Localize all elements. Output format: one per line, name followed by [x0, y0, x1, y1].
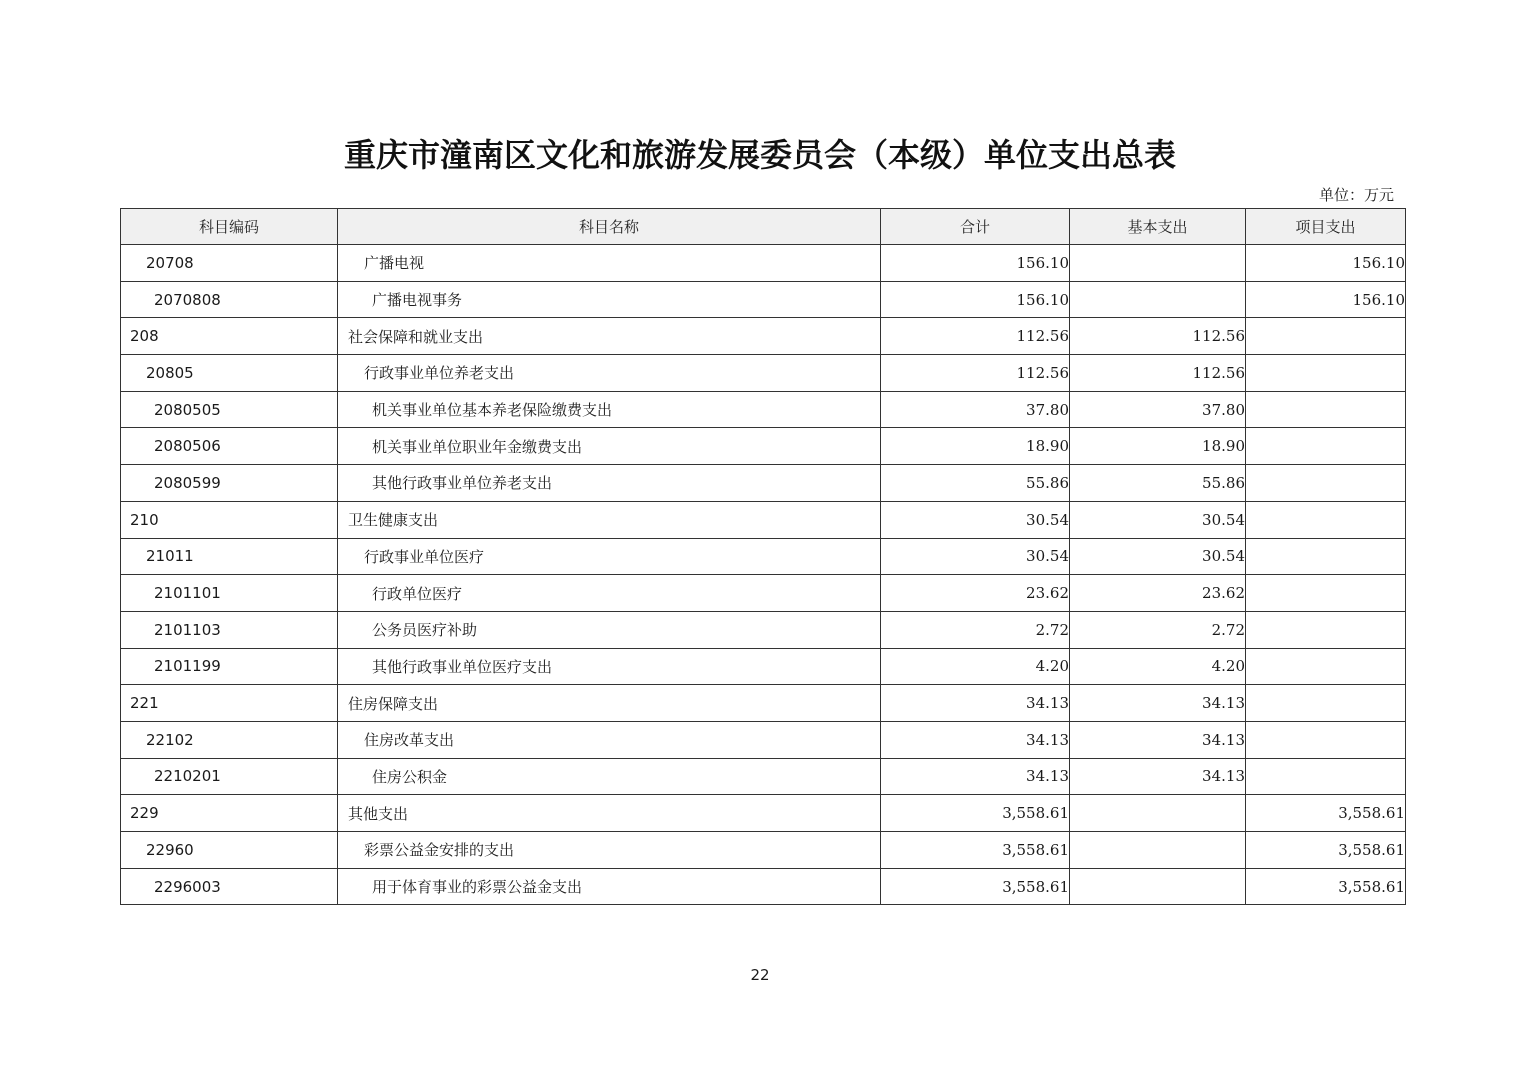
cell-subject-name: 公务员医疗补助 — [338, 611, 881, 648]
cell-subject-code: 2101199 — [121, 648, 338, 685]
cell-total: 3,558.61 — [881, 832, 1070, 869]
header-project-expenditure: 项目支出 — [1246, 209, 1406, 245]
cell-subject-code: 20805 — [121, 355, 338, 392]
cell-project-expenditure — [1246, 685, 1406, 722]
cell-subject-code: 22960 — [121, 832, 338, 869]
cell-basic-expenditure — [1070, 832, 1246, 869]
table-row — [121, 355, 1406, 392]
header-subject-code: 科目编码 — [121, 209, 338, 245]
cell-subject-name: 住房保障支出 — [338, 685, 881, 722]
cell-total: 112.56 — [881, 318, 1070, 355]
cell-subject-code: 2080506 — [121, 428, 338, 465]
table-row — [121, 758, 1406, 795]
cell-subject-code: 2296003 — [121, 868, 338, 905]
table-row — [121, 318, 1406, 355]
cell-project-expenditure — [1246, 758, 1406, 795]
table-row — [121, 501, 1406, 538]
cell-project-expenditure: 156.10 — [1246, 281, 1406, 318]
cell-total: 112.56 — [881, 355, 1070, 392]
table-row — [121, 721, 1406, 758]
cell-project-expenditure — [1246, 391, 1406, 428]
cell-total: 34.13 — [881, 721, 1070, 758]
cell-total: 18.90 — [881, 428, 1070, 465]
header-basic-expenditure: 基本支出 — [1070, 209, 1246, 245]
cell-project-expenditure: 3,558.61 — [1246, 795, 1406, 832]
cell-subject-name: 机关事业单位基本养老保险缴费支出 — [338, 391, 881, 428]
cell-subject-name: 行政事业单位养老支出 — [338, 355, 881, 392]
cell-subject-code: 208 — [121, 318, 338, 355]
cell-basic-expenditure: 34.13 — [1070, 685, 1246, 722]
cell-subject-code: 221 — [121, 685, 338, 722]
table-body — [121, 245, 1406, 905]
table-header-row — [121, 209, 1406, 245]
table-row — [121, 832, 1406, 869]
cell-basic-expenditure: 23.62 — [1070, 575, 1246, 612]
cell-project-expenditure — [1246, 501, 1406, 538]
table-row — [121, 281, 1406, 318]
cell-project-expenditure — [1246, 428, 1406, 465]
cell-subject-name: 其他行政事业单位医疗支出 — [338, 648, 881, 685]
table-row — [121, 245, 1406, 282]
cell-basic-expenditure: 55.86 — [1070, 465, 1246, 502]
cell-subject-name: 住房公积金 — [338, 758, 881, 795]
cell-project-expenditure — [1246, 721, 1406, 758]
cell-project-expenditure — [1246, 538, 1406, 575]
cell-basic-expenditure: 37.80 — [1070, 391, 1246, 428]
cell-subject-name: 行政单位医疗 — [338, 575, 881, 612]
cell-subject-name: 其他支出 — [338, 795, 881, 832]
cell-subject-code: 2101101 — [121, 575, 338, 612]
cell-total: 23.62 — [881, 575, 1070, 612]
cell-total: 156.10 — [881, 245, 1070, 282]
table-row — [121, 685, 1406, 722]
cell-basic-expenditure: 4.20 — [1070, 648, 1246, 685]
cell-basic-expenditure: 30.54 — [1070, 501, 1246, 538]
cell-project-expenditure — [1246, 355, 1406, 392]
cell-total: 34.13 — [881, 758, 1070, 795]
cell-subject-code: 2101103 — [121, 611, 338, 648]
cell-total: 3,558.61 — [881, 795, 1070, 832]
table-row — [121, 391, 1406, 428]
cell-project-expenditure — [1246, 648, 1406, 685]
cell-total: 30.54 — [881, 538, 1070, 575]
cell-subject-name: 广播电视 — [338, 245, 881, 282]
page-title: 重庆市潼南区文化和旅游发展委员会（本级）单位支出总表 — [343, 136, 1176, 174]
cell-total: 3,558.61 — [881, 868, 1070, 905]
table-row — [121, 538, 1406, 575]
cell-project-expenditure — [1246, 575, 1406, 612]
cell-basic-expenditure: 34.13 — [1070, 721, 1246, 758]
cell-subject-code: 210 — [121, 501, 338, 538]
cell-basic-expenditure — [1070, 868, 1246, 905]
cell-basic-expenditure: 34.13 — [1070, 758, 1246, 795]
cell-subject-code: 20708 — [121, 245, 338, 282]
cell-subject-code: 2070808 — [121, 281, 338, 318]
expenditure-table — [120, 208, 1406, 905]
page-number: 22 — [750, 966, 770, 984]
cell-subject-name: 机关事业单位职业年金缴费支出 — [338, 428, 881, 465]
cell-subject-name: 社会保障和就业支出 — [338, 318, 881, 355]
unit-label: 单位：万元 — [1318, 186, 1394, 204]
cell-subject-name: 用于体育事业的彩票公益金支出 — [338, 868, 881, 905]
cell-project-expenditure: 3,558.61 — [1246, 832, 1406, 869]
table-row — [121, 611, 1406, 648]
cell-subject-code: 2080505 — [121, 391, 338, 428]
cell-basic-expenditure — [1070, 281, 1246, 318]
cell-subject-name: 彩票公益金安排的支出 — [338, 832, 881, 869]
table-row — [121, 868, 1406, 905]
cell-project-expenditure — [1246, 465, 1406, 502]
cell-subject-name: 行政事业单位医疗 — [338, 538, 881, 575]
cell-basic-expenditure — [1070, 795, 1246, 832]
cell-subject-name: 其他行政事业单位养老支出 — [338, 465, 881, 502]
cell-subject-name: 广播电视事务 — [338, 281, 881, 318]
cell-project-expenditure — [1246, 611, 1406, 648]
table-row — [121, 795, 1406, 832]
table-row — [121, 648, 1406, 685]
cell-project-expenditure: 156.10 — [1246, 245, 1406, 282]
table-row — [121, 575, 1406, 612]
cell-project-expenditure — [1246, 318, 1406, 355]
cell-subject-code: 229 — [121, 795, 338, 832]
table-row — [121, 428, 1406, 465]
cell-total: 30.54 — [881, 501, 1070, 538]
cell-total: 156.10 — [881, 281, 1070, 318]
cell-basic-expenditure — [1070, 245, 1246, 282]
cell-subject-code: 2210201 — [121, 758, 338, 795]
cell-basic-expenditure: 30.54 — [1070, 538, 1246, 575]
cell-basic-expenditure: 18.90 — [1070, 428, 1246, 465]
cell-total: 2.72 — [881, 611, 1070, 648]
cell-subject-code: 21011 — [121, 538, 338, 575]
cell-total: 37.80 — [881, 391, 1070, 428]
cell-subject-code: 22102 — [121, 721, 338, 758]
header-total: 合计 — [881, 209, 1070, 245]
table-row — [121, 465, 1406, 502]
cell-basic-expenditure: 112.56 — [1070, 318, 1246, 355]
cell-total: 4.20 — [881, 648, 1070, 685]
cell-basic-expenditure: 112.56 — [1070, 355, 1246, 392]
header-subject-name: 科目名称 — [338, 209, 881, 245]
cell-subject-code: 2080599 — [121, 465, 338, 502]
cell-total: 34.13 — [881, 685, 1070, 722]
cell-basic-expenditure: 2.72 — [1070, 611, 1246, 648]
cell-total: 55.86 — [881, 465, 1070, 502]
cell-subject-name: 卫生健康支出 — [338, 501, 881, 538]
cell-project-expenditure: 3,558.61 — [1246, 868, 1406, 905]
cell-subject-name: 住房改革支出 — [338, 721, 881, 758]
